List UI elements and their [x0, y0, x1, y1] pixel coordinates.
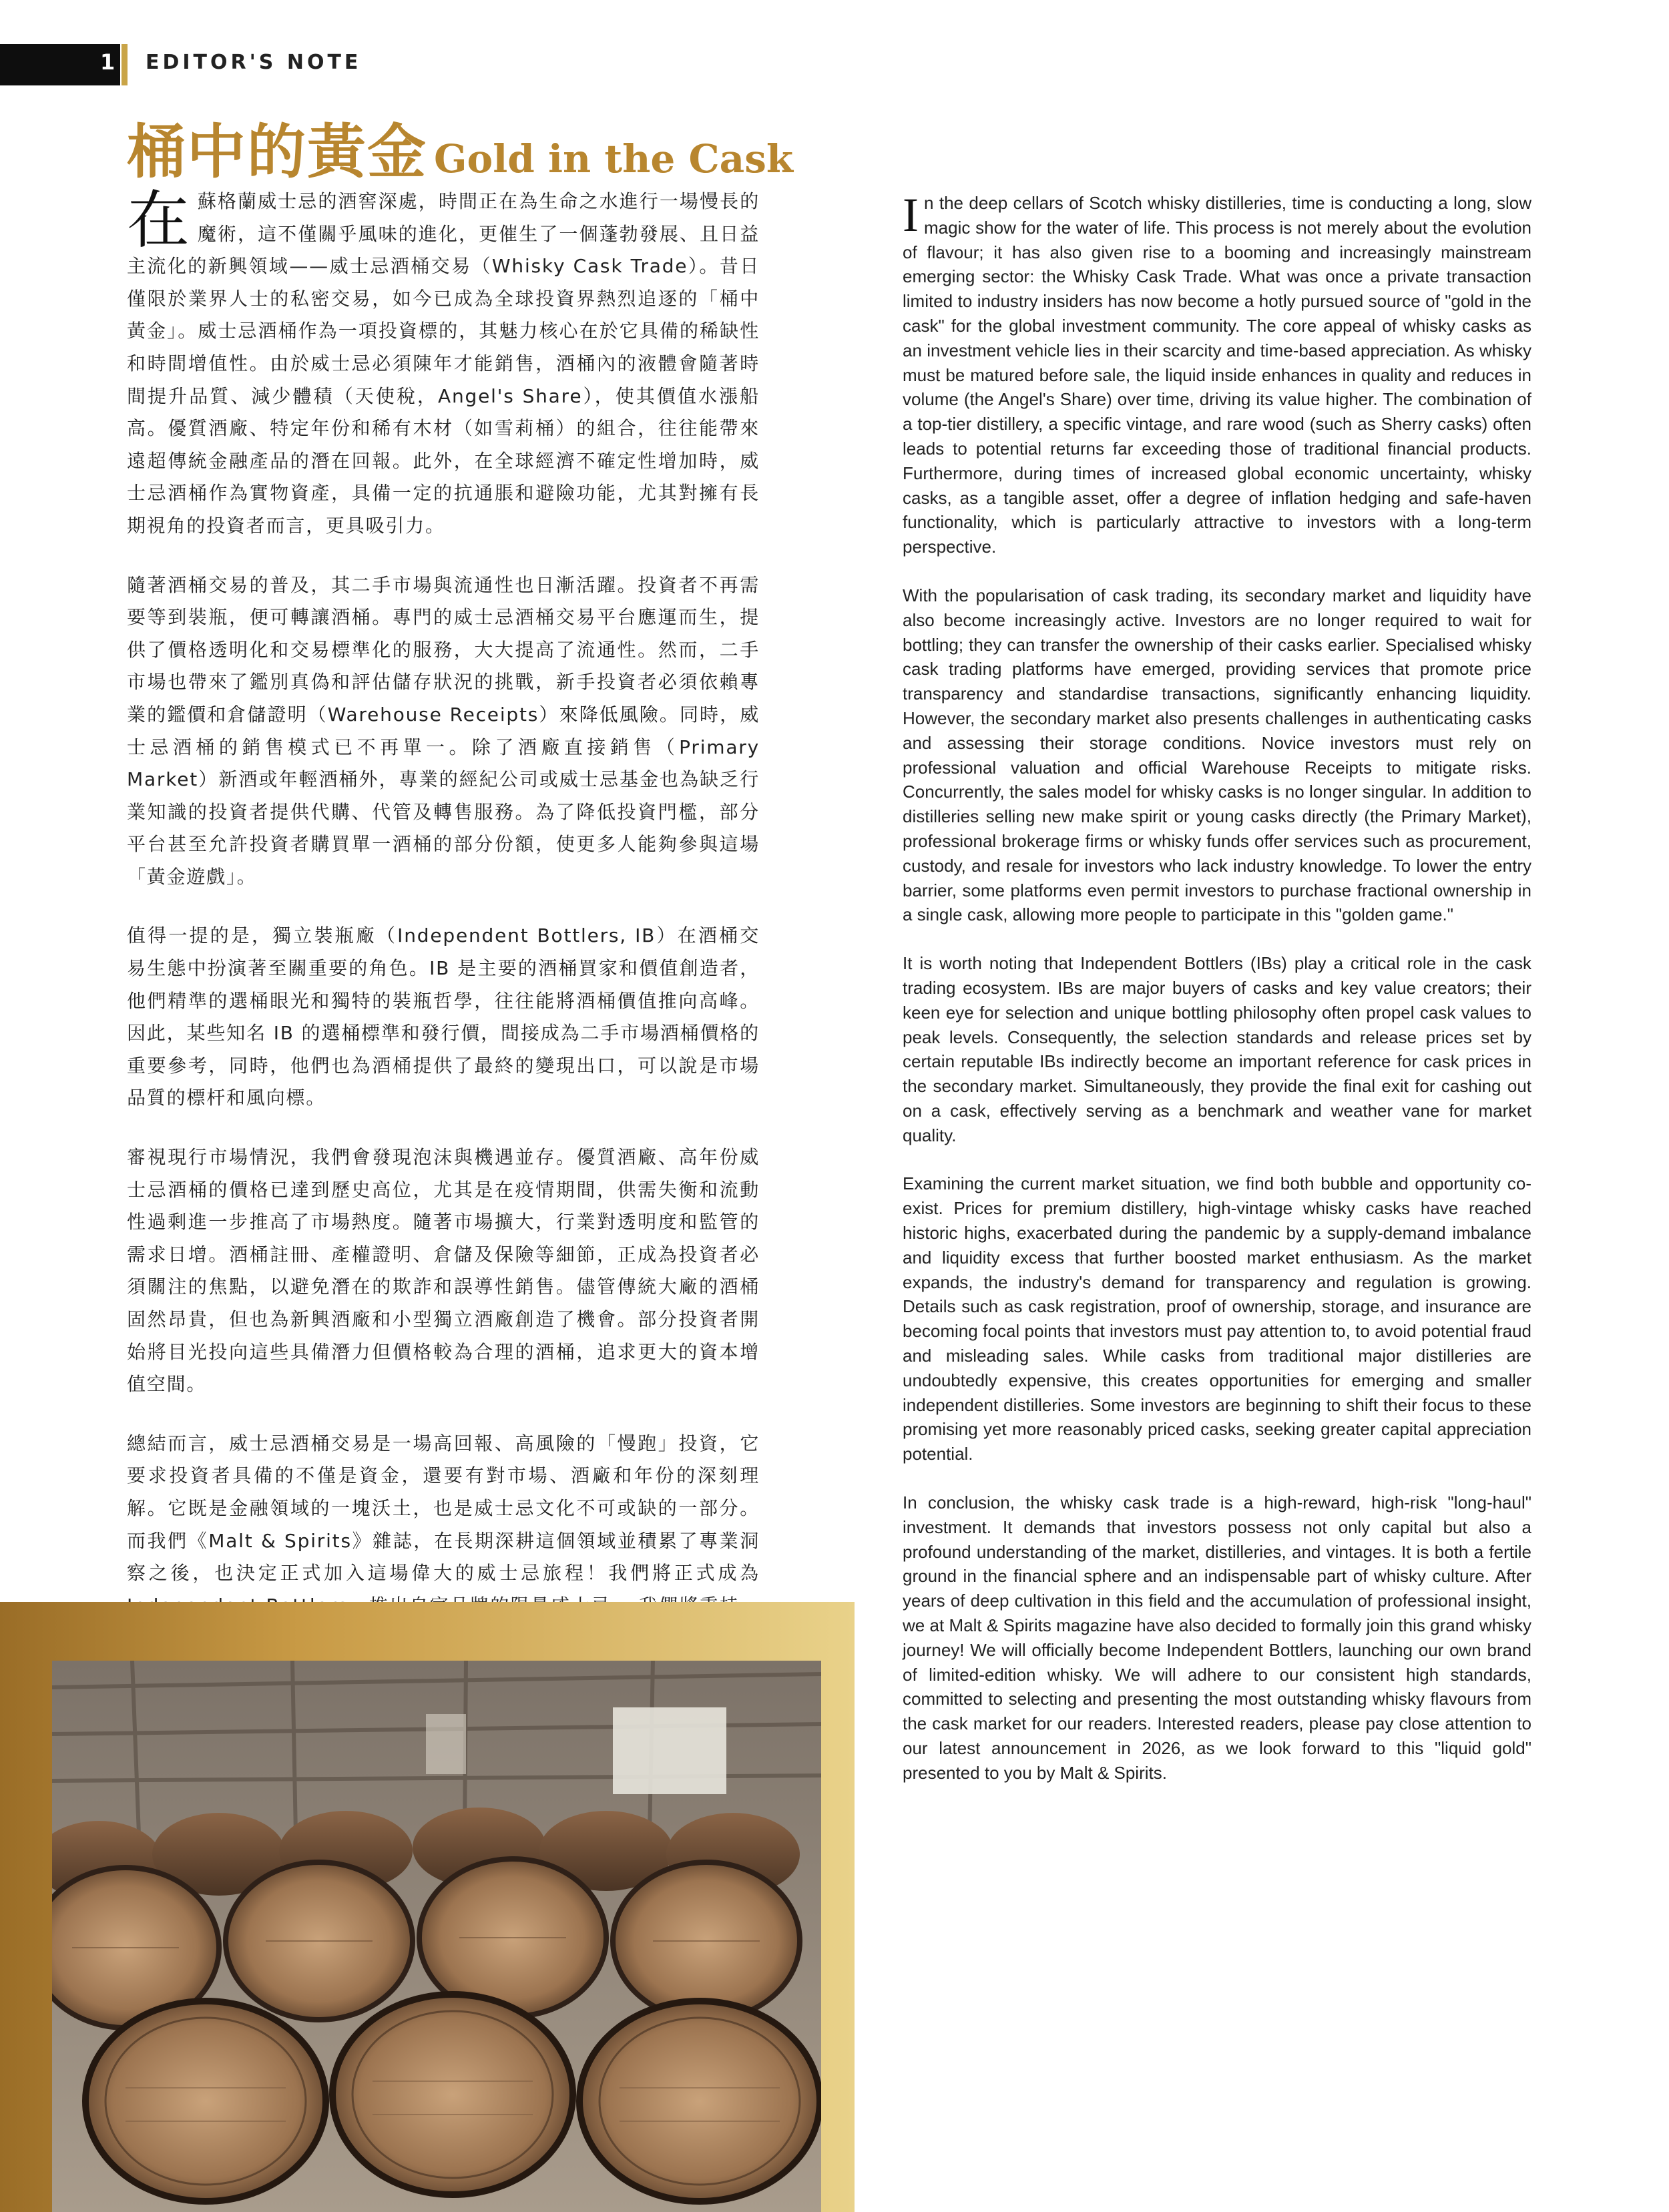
title-english: Gold in the Cask: [434, 136, 794, 182]
chinese-paragraph-1: [127, 186, 760, 543]
english-paragraph-2: With the popularisation of cask trading, its secondary market and liquidity have also become increasingly active. Investors are no longer required to wait for bottling; they can transfer the ownership of their casks earlier. Specialised whisky cask trading platforms have emerged, providing services that promote price transparency and standardise transactions, significantly enhancing liquidity. However, the secondary market also presents challenges in authenticating casks and assessing their storage conditions. Novice investors must rely on professional valuation and official Warehouse Receipts to mitigate risks. Concurrently, the sales model for whisky casks is no longer singular. In addition to distilleries selling new make spirit or young casks directly (the Primary Market), professional brokerage firms or whisky funds offer services such as procurement, custody, and resale for investors who lack industry knowledge. To lower the entry barrier, some platforms even permit investors to purchase fractional ownership in a single cask, allowing more people to participate in this "golden game.": [903, 585, 1531, 925]
title-chinese: 桶中的黃金: [127, 117, 428, 186]
english-paragraph-4: Examining the current market situation, we find both bubble and opportunity co-exist. Prices for premium distillery, high-vintage whisky casks have reached historic highs, exacerbated during the pandemic by a supply-demand imbalance and liquidity excess that further boosted market enthusiasm. As the market expands, the industry's demand for transparency and regulation is growing. Details such as cask registration, proof of ownership, storage, and insurance are becoming focal points that investors must pay attention to, to avoid potential fraud and misleading sales. While casks from traditional major distilleries are undoubtedly expensive, this creates opportunities for emerging and smaller independent distilleries. Some investors are beginning to shift their focus to these promising yet more reasonably priced casks, seeking greater capital appreciation potential.: [903, 1173, 1531, 1464]
english-paragraph-1-text: n the deep cellars of Scotch whisky distilleries, time is conducting a long, slow magic show for the water of life. This process is not merely about the evolution of flavour; it has also given rise to a booming and increasingly mainstream emerging sector: the Whisky Cask Trade. What was once a private transaction limited to industry insiders has now become a hotly pursued source of "gold in the cask" for the global investment community. The core appeal of whisky casks as an investment vehicle lies in their scarcity and time-based appreciation. As whisky must be matured before sale, the liquid inside enhances in quality and reduces in volume (the Angel's Share) over time, driving its value higher. The combination of a top-tier distillery, a specific vintage, and rare wood (such as Sherry casks) often leads to potential returns far exceeding those of traditional financial products. Furthermore, during times of increased global economic uncertainty, whisky casks, as a tangible asset, offer a degree of inflation hedging and safe-haven functionality, which is particularly attractive to investors with a long-term perspective.: [903, 193, 1531, 557]
article-title: [127, 105, 793, 190]
english-dropcap: I: [903, 188, 919, 242]
chinese-dropcap: 在: [127, 184, 191, 257]
page-number: 1: [100, 49, 115, 75]
chinese-paragraph-4: 審視現行市場情況，我們會發現泡沫與機遇並存。優質酒廠、高年份威士忌酒桶的價格已達到歷史高位，尤其是在疫情期間，供需失衡和流動性過剩進一步推高了市場熱度。隨著市場擴大，行業對透明度和監管的需求日增。酒桶註冊、產權證明、倉儲及保險等細節，正成為投資者必須關注的焦點，以避免潛在的欺詐和誤導性銷售。儘管傳統大廠的酒桶固然昂貴，但也為新興酒廠和小型獨立酒廠創造了機會。部分投資者開始將目光投向這些具備潛力但價格較為合理的酒桶，追求更大的資本增值空間。: [127, 1146, 760, 1396]
english-column: [903, 188, 1531, 1810]
english-paragraph-5: In conclusion, the whisky cask trade is a high-reward, high-risk "long-haul" investment. It demands that investors possess not only capital but also a profound understanding of the market, distilleries, and vintages. It is both a fertile ground in the financial sphere and an indispensable part of whisky culture. After years of deep cultivation in this field and the accumulation of professional insight, we at Malt & Spirits magazine have also decided to formally join this grand whisky journey! We will officially become Independent Bottlers, launching our own brand of limited-edition whisky. We will adhere to our consistent high standards, committed to selecting and presenting the most outstanding whisky flavours from the cask market for our readers. Interested readers, please pay close attention to our latest announcement in 2026, as we look forward to this "liquid gold" presented to you by Malt & Spirits.: [903, 1492, 1531, 1783]
whisky-barrels-photo: [52, 1661, 821, 2212]
chinese-paragraph-5: 總結而言，威士忌酒桶交易是一場高回報、高風險的「慢跑」投資，它要求投資者具備的不僅是資金，還要有對市場、酒廠和年份的深刻理解。它既是金融領域的一塊沃土，也是威士忌文化不可或缺的一部分。而我們《Malt & Spirits》雜誌，在長期深耕這個領域並積累了專業洞察之後，也決定正式加入這場偉大的威士忌旅程！我們將正式成為: [127, 1432, 760, 1585]
english-paragraph-1: [903, 188, 1531, 559]
chinese-paragraph-2: 隨著酒桶交易的普及，其二手市場與流通性也日漸活躍。投資者不再需要等到裝瓶，便可轉讓酒桶。專門的威士忌酒桶交易平台應運而生，提供了價格透明化和交易標準化的服務，大大提高了流通性。然而，二手市場也帶來了鑑別真偽和評估儲存狀況的挑戰，新手投資者必須依賴專業的鑑價和倉儲證明（Warehouse Receipts）來降低風險。同時，威士忌酒桶的銷售模式已不再單一。除了酒廠直接銷售（Primary Market）新酒或年輕酒桶外，專業的經紀公司或威士忌基金也為缺乏行業知識的投資者提供代購、代管及轉售服務。為了降低投資門檻，部分平台甚至允許投資者購買單一酒桶的部分份額，使更多人能夠參與這場「黃金遊戲」。: [127, 573, 760, 888]
barrels-illustration: [52, 1661, 821, 2212]
chinese-paragraph-1-text: 蘇格蘭威士忌的酒窖深處，時間正在為生命之水進行一場慢長的魔術，這不僅關乎風味的進化，更催生了一個蓬勃發展、且日益主流化的新興領域——威士忌酒桶交易（Whisky Cask Trade）。昔日僅限於業界人士的私密交易，如今已成為全球投資界熱烈追逐的「桶中黃金」。威士忌酒桶作為一項投資標的，其魅力核心在於它具備的稀缺性和時間增值性。由於威士忌必須陳年才能銷售，酒桶內的液體會隨著時間提升品質、減少體積（天使稅，Angel's Share），使其價值水漲船高。優質酒廠、特定年份和稀有木材（如雪莉桶）的組合，往往能帶來遠超傳統金融產品的潛在回報。此外，在全球經濟不確定性增加時，威士忌酒桶作為實物資產，具備一定的抗通脹和避險功能，尤其對擁有長期視角的投資者而言，更具吸引力。: [127, 190, 760, 537]
chinese-column: [127, 186, 760, 1746]
section-label: EDITOR'S NOTE: [146, 51, 362, 74]
header-gold-accent: [122, 44, 128, 85]
english-paragraph-3: It is worth noting that Independent Bottlers (IBs) play a critical role in the cask trading ecosystem. IBs are major buyers of casks and key value creators; their keen eye for selection and unique bottling philosophy often propel cask values to peak levels. Consequently, the selection standards and release prices set by certain reputable IBs indirectly become an important reference for cask prices in the secondary market. Simultaneously, they provide the final exit for cashing out on a cask, effectively serving as a benchmark and weather vane for market quality.: [903, 953, 1531, 1145]
chinese-paragraph-3: 值得一提的是，獨立裝瓶廠（Independent Bottlers, IB）在酒桶交易生態中扮演著至關重要的角色。IB 是主要的酒桶買家和價值創造者，他們精準的選桶眼光和獨特的裝瓶哲學，往往能將酒桶價值推向高峰。因此，某些知名 IB 的選桶標準和發行價，間接成為二手市場酒桶價格的重要參考，同時，他們也為酒桶提供了最終的變現出口，可以說是市場品質的標杆和風向標。: [127, 924, 760, 1109]
